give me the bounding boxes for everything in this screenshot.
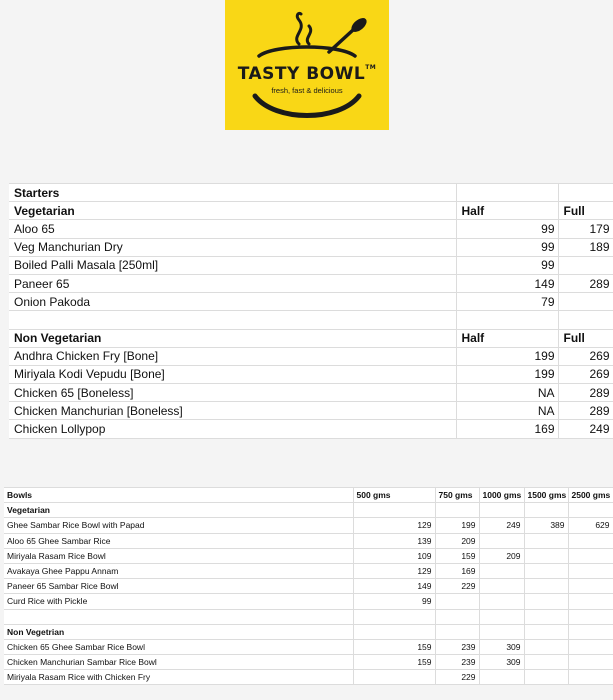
column-header: 1500 gms: [524, 488, 568, 503]
half-price: 169: [456, 420, 558, 438]
price-cell: 629: [568, 518, 613, 533]
half-price: 99: [456, 238, 558, 256]
price-cell: 159: [435, 548, 479, 563]
half-price: 99: [456, 256, 558, 274]
table-row: [9, 402, 613, 420]
price-cell: 139: [353, 533, 435, 548]
price-cell: 159: [353, 655, 435, 670]
item-name: Avakaya Ghee Pappu Annam: [4, 563, 353, 578]
price-cell: [524, 548, 568, 563]
price-cell: [479, 579, 524, 594]
half-price: NA: [456, 384, 558, 402]
column-header: 750 gms: [435, 488, 479, 503]
item-name: Miriyala Rasam Rice with Chicken Fry: [4, 670, 353, 685]
full-price: 289: [558, 274, 613, 292]
table-row: [4, 503, 613, 518]
table-row: [4, 624, 613, 639]
half-header: Half: [456, 202, 558, 220]
price-cell: [568, 533, 613, 548]
bowls-table: [4, 487, 613, 685]
table-row: [4, 563, 613, 578]
table-row: [4, 639, 613, 654]
full-price: 189: [558, 238, 613, 256]
item-name: Andhra Chicken Fry [Bone]: [9, 347, 456, 365]
price-cell: 209: [479, 548, 524, 563]
item-name: Paneer 65 Sambar Rice Bowl: [4, 579, 353, 594]
table-row: [9, 202, 613, 220]
item-name: Chicken Manchurian [Boneless]: [9, 402, 456, 420]
table-row: [4, 579, 613, 594]
price-cell: [568, 548, 613, 563]
starters-title: Starters: [9, 184, 456, 202]
full-price: [558, 293, 613, 311]
price-cell: [568, 655, 613, 670]
bowls-title: Bowls: [4, 488, 353, 503]
item-name: Chicken 65 [Boneless]: [9, 384, 456, 402]
price-cell: 389: [524, 518, 568, 533]
table-row: [4, 533, 613, 548]
section-heading: Vegetarian: [4, 503, 353, 518]
table-row: [9, 384, 613, 402]
price-cell: 229: [435, 579, 479, 594]
half-price: 199: [456, 365, 558, 383]
price-cell: [524, 594, 568, 609]
price-cell: 239: [435, 655, 479, 670]
full-price: 179: [558, 220, 613, 238]
table-row: [9, 256, 613, 274]
price-cell: 129: [353, 563, 435, 578]
price-cell: [524, 655, 568, 670]
item-name: Veg Manchurian Dry: [9, 238, 456, 256]
price-cell: [479, 533, 524, 548]
spacer-row: [4, 609, 613, 624]
price-cell: [524, 670, 568, 685]
logo-tagline: fresh, fast & delicious: [271, 86, 343, 95]
half-price: 79: [456, 293, 558, 311]
full-header: Full: [558, 329, 613, 347]
half-price: 149: [456, 274, 558, 292]
price-cell: [479, 563, 524, 578]
item-name: Miriyala Kodi Vepudu [Bone]: [9, 365, 456, 383]
price-cell: 159: [353, 639, 435, 654]
item-name: Onion Pakoda: [9, 293, 456, 311]
price-cell: 99: [353, 594, 435, 609]
table-row: [9, 420, 613, 438]
price-cell: [568, 670, 613, 685]
price-cell: [524, 579, 568, 594]
half-price: 199: [456, 347, 558, 365]
item-name: Chicken Manchurian Sambar Rice Bowl: [4, 655, 353, 670]
price-cell: 239: [435, 639, 479, 654]
half-header: Half: [456, 329, 558, 347]
section-heading: Vegetarian: [9, 202, 456, 220]
item-name: Aloo 65 Ghee Sambar Rice: [4, 533, 353, 548]
table-row: [9, 274, 613, 292]
table-row: [4, 594, 613, 609]
table-row: [9, 220, 613, 238]
item-name: Miriyala Rasam Rice Bowl: [4, 548, 353, 563]
item-name: Curd Rice with Pickle: [4, 594, 353, 609]
table-row: [9, 347, 613, 365]
item-name: Chicken 65 Ghee Sambar Rice Bowl: [4, 639, 353, 654]
full-price: 269: [558, 365, 613, 383]
table-row: [9, 329, 613, 347]
table-row: [9, 365, 613, 383]
price-cell: [568, 579, 613, 594]
item-name: Boiled Palli Masala [250ml]: [9, 256, 456, 274]
item-name: Chicken Lollypop: [9, 420, 456, 438]
price-cell: 199: [435, 518, 479, 533]
column-header: 2500 gms: [568, 488, 613, 503]
price-cell: [568, 563, 613, 578]
item-name: Ghee Sambar Rice Bowl with Papad: [4, 518, 353, 533]
item-name: Aloo 65: [9, 220, 456, 238]
price-cell: [479, 670, 524, 685]
section-heading: Non Vegetrian: [4, 624, 353, 639]
full-price: 289: [558, 384, 613, 402]
price-cell: [479, 594, 524, 609]
full-price: 269: [558, 347, 613, 365]
price-cell: 209: [435, 533, 479, 548]
spacer-row: [9, 311, 613, 329]
price-cell: [524, 639, 568, 654]
table-row: [9, 238, 613, 256]
full-header: Full: [558, 202, 613, 220]
tasty-bowl-logo: [225, 0, 389, 130]
table-row: [4, 548, 613, 563]
half-price: NA: [456, 402, 558, 420]
price-cell: 109: [353, 548, 435, 563]
price-cell: [524, 563, 568, 578]
price-cell: [353, 670, 435, 685]
price-cell: 149: [353, 579, 435, 594]
table-row: [4, 488, 613, 503]
table-row: [9, 293, 613, 311]
price-cell: [435, 594, 479, 609]
price-cell: [568, 639, 613, 654]
price-cell: 229: [435, 670, 479, 685]
full-price: [558, 256, 613, 274]
column-header: 1000 gms: [479, 488, 524, 503]
price-cell: 249: [479, 518, 524, 533]
price-cell: [524, 533, 568, 548]
price-cell: 169: [435, 563, 479, 578]
section-heading: Non Vegetarian: [9, 329, 456, 347]
full-price: 249: [558, 420, 613, 438]
table-row: [9, 184, 613, 202]
starters-table: [9, 183, 613, 439]
item-name: Paneer 65: [9, 274, 456, 292]
table-row: [4, 655, 613, 670]
price-cell: 309: [479, 655, 524, 670]
half-price: 99: [456, 220, 558, 238]
full-price: 289: [558, 402, 613, 420]
logo-brand-name: TASTY BOWL™: [237, 64, 377, 84]
column-header: 500 gms: [353, 488, 435, 503]
price-cell: 309: [479, 639, 524, 654]
price-cell: 129: [353, 518, 435, 533]
table-row: [4, 670, 613, 685]
price-cell: [568, 594, 613, 609]
table-row: [4, 518, 613, 533]
